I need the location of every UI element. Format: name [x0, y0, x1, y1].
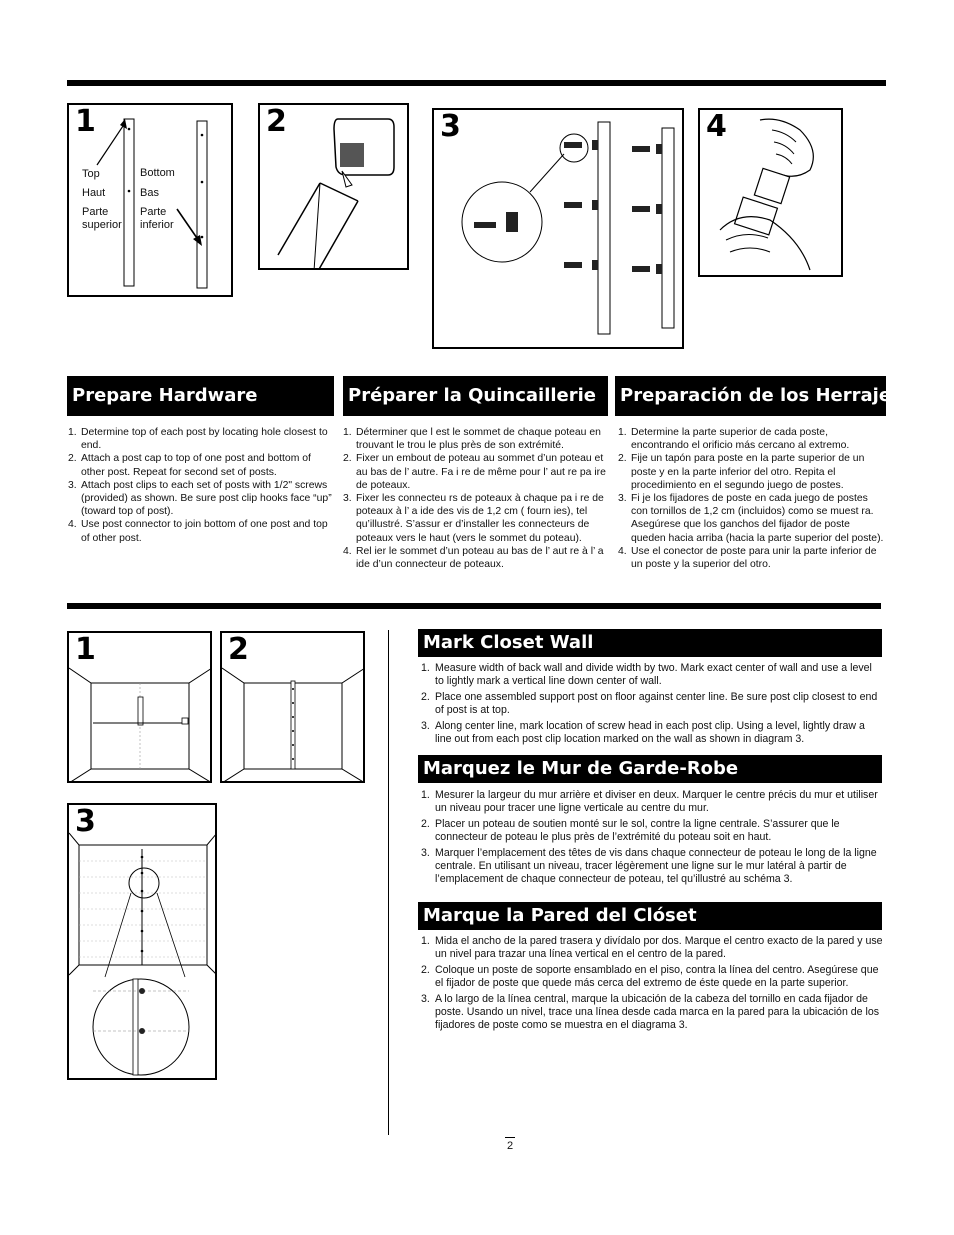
- list-item: 3. Attach post clips to each set of posts with 1/2" screws (provided) as shown. Be sure post clip hooks face “up” (toward top of post).: [68, 479, 332, 518]
- instructions-mark-wall-spanish: [421, 935, 883, 1035]
- label-bottom: Bottom: [140, 167, 175, 179]
- heading-preparacion-herrajes: Preparación de los Herrajes: [615, 376, 886, 416]
- label-haut: Haut: [82, 187, 106, 199]
- panel-number: 3: [440, 109, 461, 144]
- list-item: 2. Fixer un embout de poteau au sommet d’un poteau et au bas de l’ autre. Fa i re de même pour l’ aut re pa ire de poteaux.: [343, 453, 606, 491]
- list-item: 3. A lo largo de la línea central, marque la ubicación de la cabeza del tornillo en cada fijador de poste. Usando un nivel, trace una línea desde cada marca en la pared para la ubicación de los fijadores de poste como se muestra en el diagrama 3.: [421, 992, 880, 1032]
- diagram-bottom-3: [67, 803, 217, 1080]
- instructions-english: [68, 426, 334, 545]
- list-item: 2. Attach a post cap to top of one post and bottom of other post. Repeat for second set of posts.: [68, 453, 311, 478]
- closet-wall-marking-illustration: [69, 805, 217, 1080]
- list-item: 1. Measure width of back wall and divide width by two. Mark exact center of wall and use a level to lightly mark a vertical line down center of wall.: [421, 662, 872, 688]
- heading-marque-pared: Marque la Pared del Clóset: [418, 902, 882, 930]
- top-divider-rule: [67, 80, 886, 86]
- list-item: 3. Fi je los fijadores de poste en cada juego de postes con tornillos de 1,2 cm (incluidos) como se muest ra. Asegúrese que los ganchos del fijador de poste queden hacia arriba (hacia la parte superior del poste).: [618, 493, 884, 544]
- panel-number: 3: [75, 804, 96, 839]
- list-item: 2. Placer un poteau de soutien monté sur le sol, contre la ligne centrale. S’assurer que le connecteur de poteau le plus près de l’extrémité du poteau soit en haut.: [421, 817, 840, 844]
- panel-number: 4: [706, 109, 727, 144]
- list-item: 3. Marquer l’emplacement des têtes de vis dans chaque connecteur de poteau le long de la ligne centrale. En utilisant un niveau, tracer légèrement une ligne sur le mur latéral à partir de l’emplacement de chaque connecteur de poteau, tel qu’illustré au schéma 3.: [421, 846, 877, 886]
- diagram-bottom-2: [220, 631, 365, 783]
- diagram-top-2: [258, 103, 409, 270]
- panel-number: 2: [266, 104, 287, 139]
- panel-number: 1: [75, 104, 96, 139]
- list-item: 2. Fije un tapón para poste en la parte superior de un poste y en la parte inferior del otro. Repita el procedimiento en el segundo juego de postes.: [618, 453, 865, 491]
- list-item: 1. Determine la parte superior de cada poste, encontrando el orificio más cercano al extremo.: [618, 427, 850, 452]
- heading-marquez-mur: Marquez le Mur de Garde-Robe: [418, 755, 882, 783]
- list-item: 1. Determine top of each post by locating hole closest to end.: [68, 427, 328, 452]
- heading-prepare-hardware: Prepare Hardware: [67, 376, 334, 416]
- list-item: 1. Déterminer que l est le sommet de chaque poteau en trouvant le trou le plus près de son extrémité.: [343, 427, 601, 452]
- instructions-spanish: [618, 426, 886, 571]
- list-item: 4. Use post connector to join bottom of one post and top of other post.: [68, 519, 328, 544]
- panel-number: 2: [228, 632, 249, 667]
- panel-number: 1: [75, 632, 96, 667]
- label-top: Top: [82, 168, 100, 180]
- middle-divider-rule: [67, 603, 881, 609]
- list-item: 2. Place one assembled support post on floor against center line. Be sure post clip closest to end of post is at top.: [421, 690, 878, 717]
- diagram-top-1: [67, 103, 233, 297]
- list-item: 2. Coloque un poste de soporte ensamblado en el piso, contra la línea del centro. Asegúrese que el fijador de poste que quede más cerca del extremo de éste quede en la parte superior.: [421, 963, 879, 990]
- page-number: 2: [505, 1137, 515, 1154]
- list-item: 4. Rel ier le sommet d’un poteau au bas de l’ aut re à l’ a ide d’un connecteur de poteaux.: [343, 545, 604, 571]
- diagram-bottom-1: [67, 631, 212, 783]
- diagram-top-3: [432, 108, 684, 349]
- instructions-mark-wall-english: [421, 662, 883, 748]
- column-divider: [388, 630, 389, 1135]
- instructions-mark-wall-french: [421, 789, 883, 889]
- heading-mark-closet-wall: Mark Closet Wall: [418, 629, 882, 657]
- label-parte-inferior: Parte inferior: [140, 206, 174, 231]
- list-item: 4. Use el conector de poste para unir la parte inferior de un poste y la superior del otro.: [618, 545, 877, 571]
- post-clip-illustration: [434, 110, 684, 349]
- list-item: 1. Mesurer la largeur du mur arrière et diviser en deux. Marquer le centre précis du mur et utiliser un niveau pour tracer une ligne verticale au centre du mur.: [421, 789, 878, 815]
- list-item: 1. Mida el ancho de la pared trasera y divídalo por dos. Marque el centro exacto de la pared y use un nivel para trazar una línea vertical en el centro de la pared.: [421, 935, 883, 961]
- label-parte-superior: Parte superior: [82, 206, 122, 231]
- list-item: 3. Along center line, mark location of screw head in each post clip. Using a level, lightly draw a line out from each post clip location marked on the wall as shown in diagram 3.: [421, 719, 865, 746]
- diagram-top-4: [698, 108, 843, 277]
- label-bas: Bas: [140, 187, 159, 199]
- list-item: 3. Fixer les connecteu rs de poteaux à chaque pa i re de poteaux à l’ a ide des vis de 1,2 cm ( fourn ies), tel qu’illustré. S’assur er d’installer les connecteurs de poteaux vers le haut (vers le sommet du poteau).: [343, 493, 604, 544]
- instructions-french: [343, 426, 608, 571]
- heading-preparer-quincaillerie: Préparer la Quincaillerie: [343, 376, 608, 416]
